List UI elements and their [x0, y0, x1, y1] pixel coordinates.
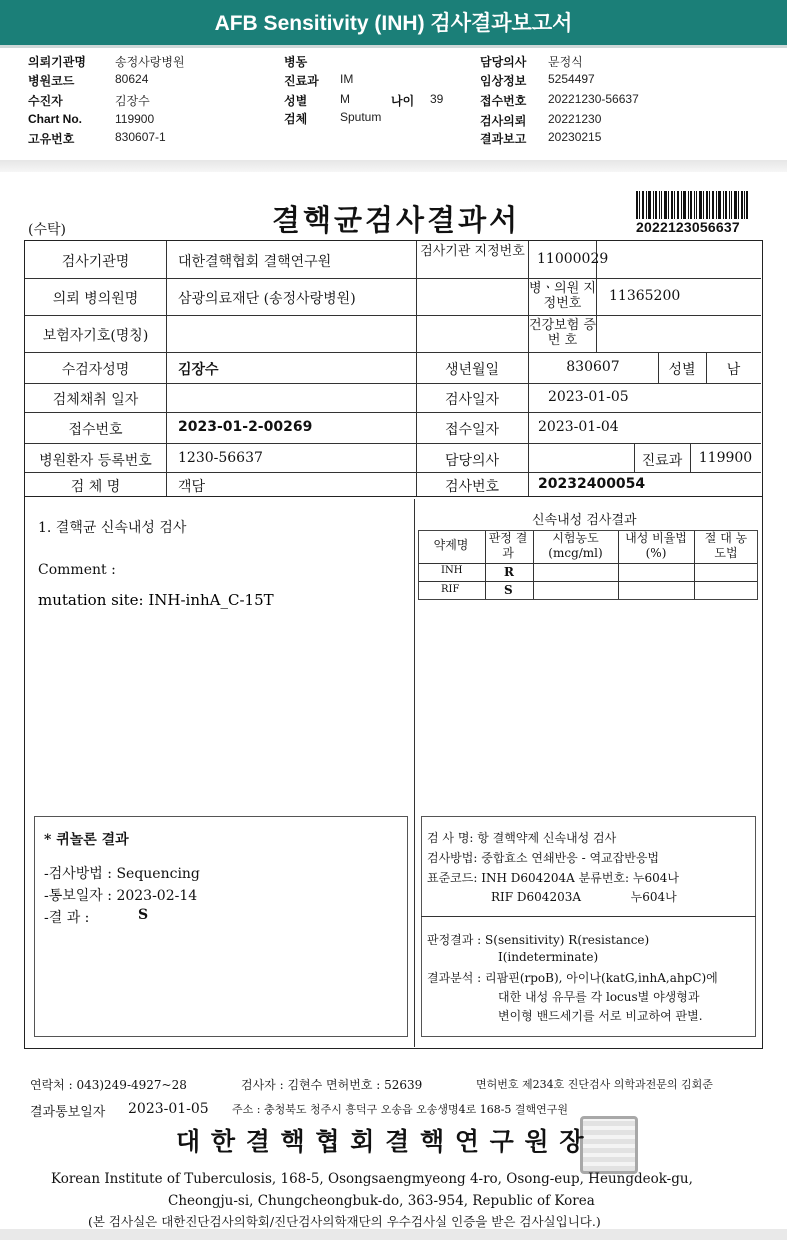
meta-label: 진료과 — [284, 74, 319, 88]
meta-value: Sputum — [340, 110, 382, 124]
right-heading: 신속내성 검사결과 — [532, 513, 637, 528]
meta-label: 의뢰기관명 — [28, 55, 86, 69]
specimen-label: 검 체 명 — [70, 479, 121, 495]
row-divider — [25, 412, 761, 413]
patient-label: 수검자성명 — [61, 362, 130, 378]
english-address-1: Korean Institute of Tuberculosis, 168-5, Osongsaengmyeong 4-ro, Osong-eup, Heungdeok-gu, — [51, 1171, 693, 1187]
meta-label: 검사의뢰 — [480, 114, 527, 128]
meta-value: 80624 — [115, 72, 149, 86]
meta-label: 고유번호 — [28, 132, 75, 146]
lab-code: 11000029 — [537, 251, 609, 267]
row-divider — [25, 472, 761, 473]
meta-value: 830607-1 — [115, 130, 166, 144]
meta-label: 성별 — [284, 94, 308, 108]
patient-name: 김장수 — [178, 362, 219, 378]
banner-divider — [0, 45, 787, 48]
judgement-note: 판정결과 : S(sensitivity) R(resistance) — [427, 933, 650, 947]
report-title: AFB Sensitivity (INH) 검사결과보고서 — [0, 0, 787, 45]
meta-value: IM — [340, 72, 354, 86]
drug-result: S — [504, 583, 513, 597]
col-absolute: 절 대 농도법 — [704, 531, 748, 560]
sex-value: 남 — [726, 362, 741, 378]
meta-label: Chart No. — [28, 112, 82, 126]
judgement-note-2: I(indeterminate) — [498, 950, 599, 964]
drug-name: INH — [441, 565, 463, 576]
meta-value: 39 — [430, 92, 444, 106]
tester: 검사자 : 김현수 면허번호 : 52639 — [241, 1078, 423, 1092]
row-divider — [25, 443, 761, 444]
official-seal — [580, 1116, 638, 1174]
receipt-date-value: 2023-01-04 — [538, 419, 619, 435]
hospital-reg-label: 병원환자 등록번호 — [39, 453, 152, 469]
meta-value: 20221230 — [548, 112, 602, 126]
test-date-value: 2023-01-05 — [548, 389, 629, 405]
document-title: 결핵균검사결과서 — [272, 203, 521, 237]
quinolone-title: * 퀴놀론 결과 — [44, 832, 129, 848]
meta-label: 접수번호 — [480, 94, 527, 108]
comment-label: Comment : — [38, 562, 116, 578]
standard-code-note-2: RIF D604203A 누604나 — [491, 890, 677, 904]
col-result: 판정 결과 — [488, 531, 528, 560]
test-date-label: 검사일자 — [444, 392, 500, 408]
collect-date-label: 검체채취 일자 — [52, 392, 139, 408]
barcode — [636, 191, 748, 219]
meta-value: 송정사랑병원 — [115, 55, 185, 69]
meta-label: 결과보고 — [480, 132, 527, 146]
health-insurance-label: 건강보험 증 번 호 — [529, 318, 596, 348]
notes-divider — [421, 916, 756, 917]
meta-label: 병동 — [284, 55, 308, 69]
quinolone-report-date: -통보일자 : 2023-02-14 — [44, 888, 198, 904]
quinolone-box — [34, 816, 408, 1037]
row-divider — [25, 352, 761, 353]
receipt-date-label: 접수일자 — [444, 422, 500, 438]
col-ratio: 내성 비율법(%) — [625, 531, 687, 560]
meta-value: 문정식 — [548, 55, 583, 69]
notice-label: 결과통보일자 — [30, 1105, 106, 1120]
client-code: 11365200 — [609, 288, 681, 304]
analysis-note-2: 대한 내성 유무를 각 locus별 야생형과 — [498, 990, 700, 1004]
license: 면허번호 제234호 진단검사 의학과전문의 김회준 — [476, 1078, 713, 1091]
method-note: 검사방법: 중합효소 연쇄반응 - 역교잡반응법 — [427, 851, 660, 865]
drug-result: R — [504, 565, 514, 579]
meta-value: 119900 — [115, 112, 155, 126]
meta-label: 수진자 — [28, 94, 63, 108]
dob-value: 830607 — [566, 359, 620, 375]
lab-code-label: 검사기관 지정번호 — [420, 244, 525, 259]
certification: (본 검사실은 대한진단검사의학회/진단검사의학재단의 우수검사실 인증을 받은 검사실입니다.) — [88, 1214, 601, 1229]
meta-value: M — [340, 92, 350, 106]
notice-date: 2023-01-05 — [128, 1101, 209, 1117]
contact: 연락처 : 043)249-4927~28 — [30, 1078, 187, 1092]
specimen-value: 객담 — [178, 479, 206, 495]
quinolone-result: S — [138, 907, 149, 923]
sex-label: 성별 — [668, 362, 696, 378]
row-divider — [419, 581, 757, 582]
barcode-number: 2022123056637 — [636, 219, 740, 235]
quinolone-method: -검사방법 : Sequencing — [44, 866, 200, 882]
meta-label: 병원코드 — [28, 74, 75, 88]
meta-value: 5254497 — [548, 72, 595, 86]
row-divider — [25, 278, 761, 279]
analysis-note: 결과분석 : 리팜핀(rpoB), 아이나(katG,inhA,ahpC)에 — [427, 971, 718, 985]
col-divider — [694, 531, 695, 599]
client-name: 삼광의료재단 (송정사랑병원) — [178, 291, 356, 307]
meta-value: 20221230-56637 — [548, 92, 639, 106]
english-address-2: Cheongju-si, Chungcheongbuk-do, 363-954, Republic of Korea — [168, 1193, 595, 1209]
meta-value: 김장수 — [115, 94, 150, 108]
consignment-mark: (수탁) — [28, 222, 66, 238]
meta-label: 나이 — [391, 94, 415, 108]
meta-label: 임상정보 — [480, 74, 527, 88]
col-divider — [618, 531, 619, 599]
accession-value: 2023-01-2-00269 — [178, 419, 313, 435]
standard-code-note: 표준코드: INH D604204A 분류번호: 누604나 — [427, 871, 679, 885]
dob-label: 생년월일 — [444, 362, 500, 378]
dept-value: 119900 — [698, 450, 753, 466]
meta-value: 20230215 — [548, 130, 602, 144]
meta-label: 담당의사 — [480, 55, 527, 69]
quinolone-result-label: -결 과 : — [44, 910, 90, 926]
meta-label: 검체 — [284, 112, 308, 126]
info-table — [24, 240, 763, 497]
test-no-label: 검사번호 — [444, 479, 500, 495]
result-divider — [414, 499, 415, 1047]
left-heading: 1. 결핵균 신속내성 검사 — [38, 520, 187, 536]
insurance-label: 보험자기호(명칭) — [42, 328, 149, 344]
lab-name-label: 검사기관명 — [61, 254, 130, 270]
lab-name: 대한결핵협회 결핵연구원 — [178, 254, 332, 270]
col-drug: 약제명 — [433, 538, 469, 552]
col-concentration: 시험농도 (mcg/ml) — [548, 531, 603, 560]
row-divider — [419, 563, 757, 564]
test-no-value: 20232400054 — [538, 476, 646, 492]
dept-label: 진료과 — [641, 453, 683, 469]
client-code-label: 병ㆍ의원 지정번호 — [529, 281, 596, 311]
mutation-site: mutation site: INH-inhA_C-15T — [38, 591, 274, 609]
accession-label: 접수번호 — [68, 422, 123, 438]
client-label: 의뢰 병의원명 — [52, 291, 139, 307]
hospital-reg-value: 1230-56637 — [178, 450, 263, 466]
director-title: 대 한 결 핵 협 회 결 핵 연 구 원 장 — [176, 1127, 585, 1156]
test-name-note: 검 사 명: 항 결핵약제 신속내성 검사 — [427, 831, 617, 845]
address: 주소 : 충청북도 청주시 흥덕구 오송읍 오송생명4로 168-5 결핵연구원 — [232, 1103, 569, 1116]
analysis-note-3: 변이형 밴드세기를 서로 비교하여 판별. — [498, 1009, 703, 1023]
col-divider — [166, 241, 167, 496]
drug-name: RIF — [441, 584, 460, 595]
page-bottom — [0, 1229, 787, 1240]
doctor-label: 담당의사 — [444, 453, 500, 469]
row-divider — [25, 315, 761, 316]
row-divider — [25, 383, 761, 384]
section-shadow — [0, 160, 787, 172]
